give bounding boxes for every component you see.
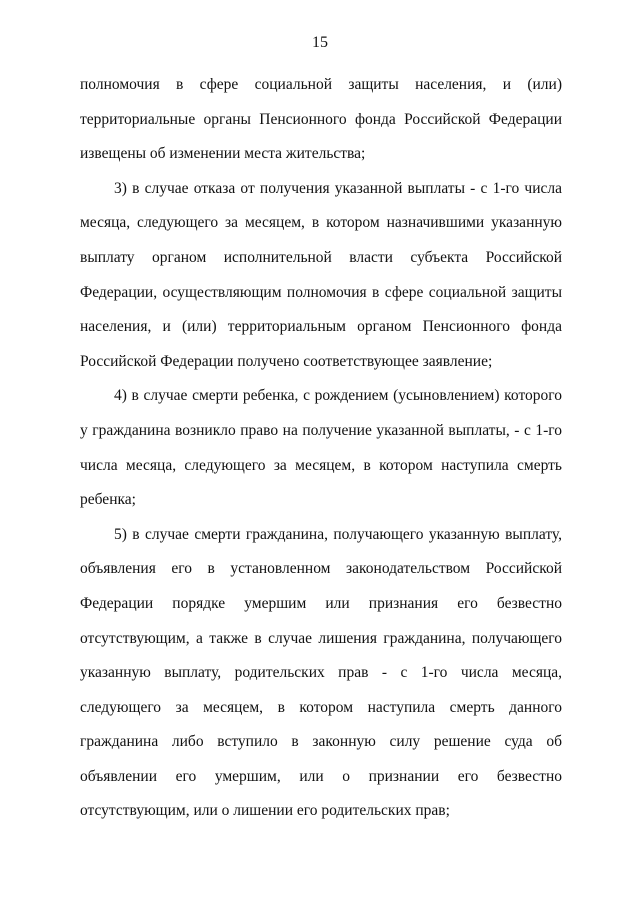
paragraph-item-4: 4) в случае смерти ребенка, с рождением (усыновлением) которого у гражданина возникло право на получение указанной выплаты, - с 1-го числа месяца, следующего за месяцем, в котором наступила смерть ребенка; (80, 387, 562, 509)
paragraph-continuation: полномочия в сфере социальной защиты населения, и (или) территориальные органы Пенсионного фонда Российской Федерации извещены об изменении места жительства; (80, 76, 562, 163)
document-body (80, 68, 562, 829)
page-number: 15 (312, 34, 328, 51)
paragraph-item-3: 3) в случае отказа от получения указанной выплаты - с 1-го числа месяца, следующего за месяцем, в котором назначившими указанную выплату органом исполнительной власти субъекта Российской Федерации, осуществляющим полномочия в сфере социальной защиты населения, и (или) территориальным органом Пенсионного фонда Российской Федерации получено соответствующее заявление; (80, 179, 562, 370)
paragraph-item-5: 5) в случае смерти гражданина, получающего указанную выплату, объявления его в установленном законодательством Российской Федерации порядке умершим или признания его безвестно отсутствующим, а также в случае лишения гражданина, получающего указанную выплату, родительских прав - с 1-го числа месяца, следующего за месяцем, в котором наступила смерть данного гражданина либо вступило в законную силу решение суда об объявлении его умершим, или о признании его безвестно отсутствующим, или о лишении его родительских прав; (80, 525, 562, 820)
